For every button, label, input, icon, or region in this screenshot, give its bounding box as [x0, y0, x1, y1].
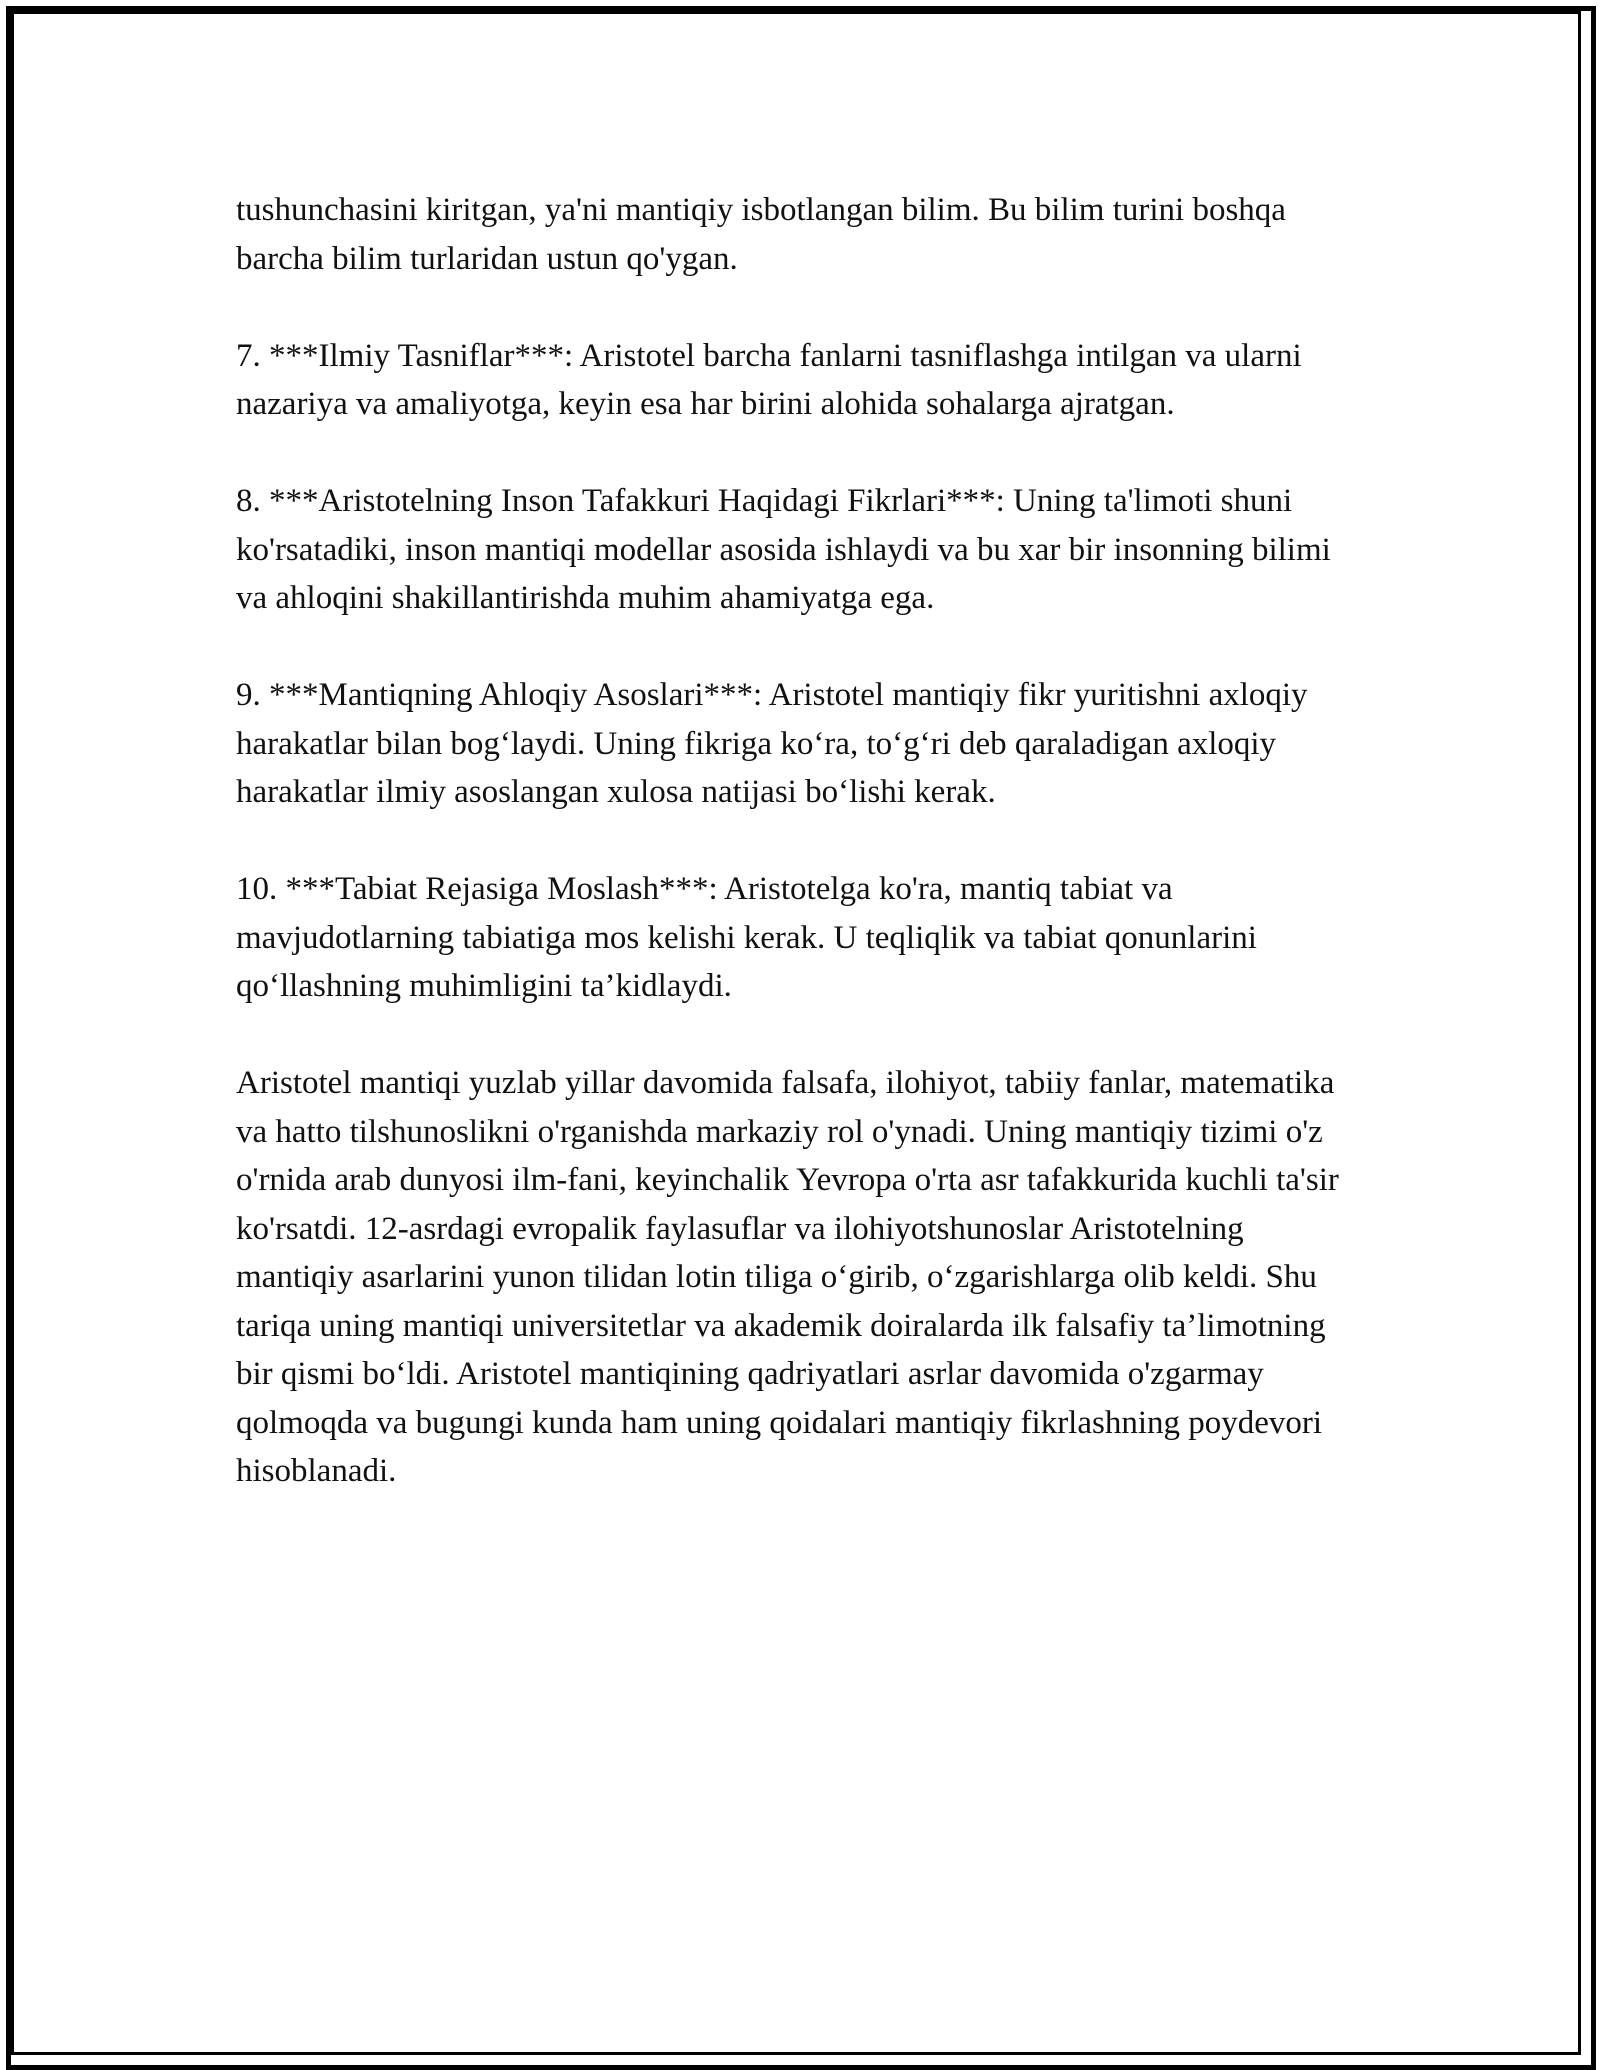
paragraph-item-8: 8. ***Aristotelning Inson Tafakkuri Haqidagi Fikrlari***: Uning ta'limoti shuni ko'rsatadiki, inson mantiqi modellar asosida ishlaydi va bu xar bir insonning bilimi va ahloqini shakillantirishda muhim ahamiyatga ega.: [236, 483, 1331, 616]
paragraph-item-9: 9. ***Mantiqning Ahloqiy Asoslari***: Aristotel mantiqiy fikr yuritishni axloqiy harakatlar bilan bog‘laydi. Uning fikriga ko‘ra, to‘g‘ri deb qaraladigan axloqiy harakatlar ilmiy asoslangan xulosa natijasi bo‘lishi kerak.: [236, 677, 1308, 810]
paragraph-continuation: tushunchasini kiritgan, ya'ni mantiqiy isbotlangan bilim. Bu bilim turini boshqa barcha bilim turlaridan ustun qo'ygan.: [236, 192, 1286, 277]
document-body: [236, 186, 1366, 1544]
paragraph-item-7: 7. ***Ilmiy Tasniflar***: Aristotel barcha fanlarni tasniflashga intilgan va ularni nazariya va amaliyotga, keyin esa har birini alohida sohalarga ajratgan.: [236, 337, 1302, 422]
paragraph-conclusion: Aristotel mantiqi yuzlab yillar davomida falsafa, ilohiyot, tabiiy fanlar, matematika va hatto tilshunoslikni o'rganishda markaziy rol o'ynadi. Uning mantiqiy tizimi o'z o'rnida arab dunyosi ilm-fani, keyinchalik Yevropa o'rta asr tafakkurida kuchli ta'sir ko'rsatdi. 12-asrdagi evropalik faylasuflar va ilohiyotshunoslar Aristotelning mantiqiy asarlarini yunon tilidan lotin tiliga o‘girib, o‘zgarishlarga olib keldi. Shu tariqa uning mantiqi universitetlar va akademik doiralarda ilk falsafiy ta’limotning bir qismi bo‘ldi. Aristotel mantiqining qadriyatlari asrlar davomida o'zgarmay qolmoqda va bugungi kunda ham uning qoidalari mantiqiy fikrlashning poydevori hisoblanadi.: [236, 1065, 1339, 1489]
paragraph-item-10: 10. ***Tabiat Rejasiga Moslash***: Aristotelga ko'ra, mantiq tabiat va mavjudotlarning tabiatiga mos kelishi kerak. U teqliqlik va tabiat qonunlarini qo‘llashning muhimligini ta’kidlaydi.: [236, 871, 1257, 1004]
